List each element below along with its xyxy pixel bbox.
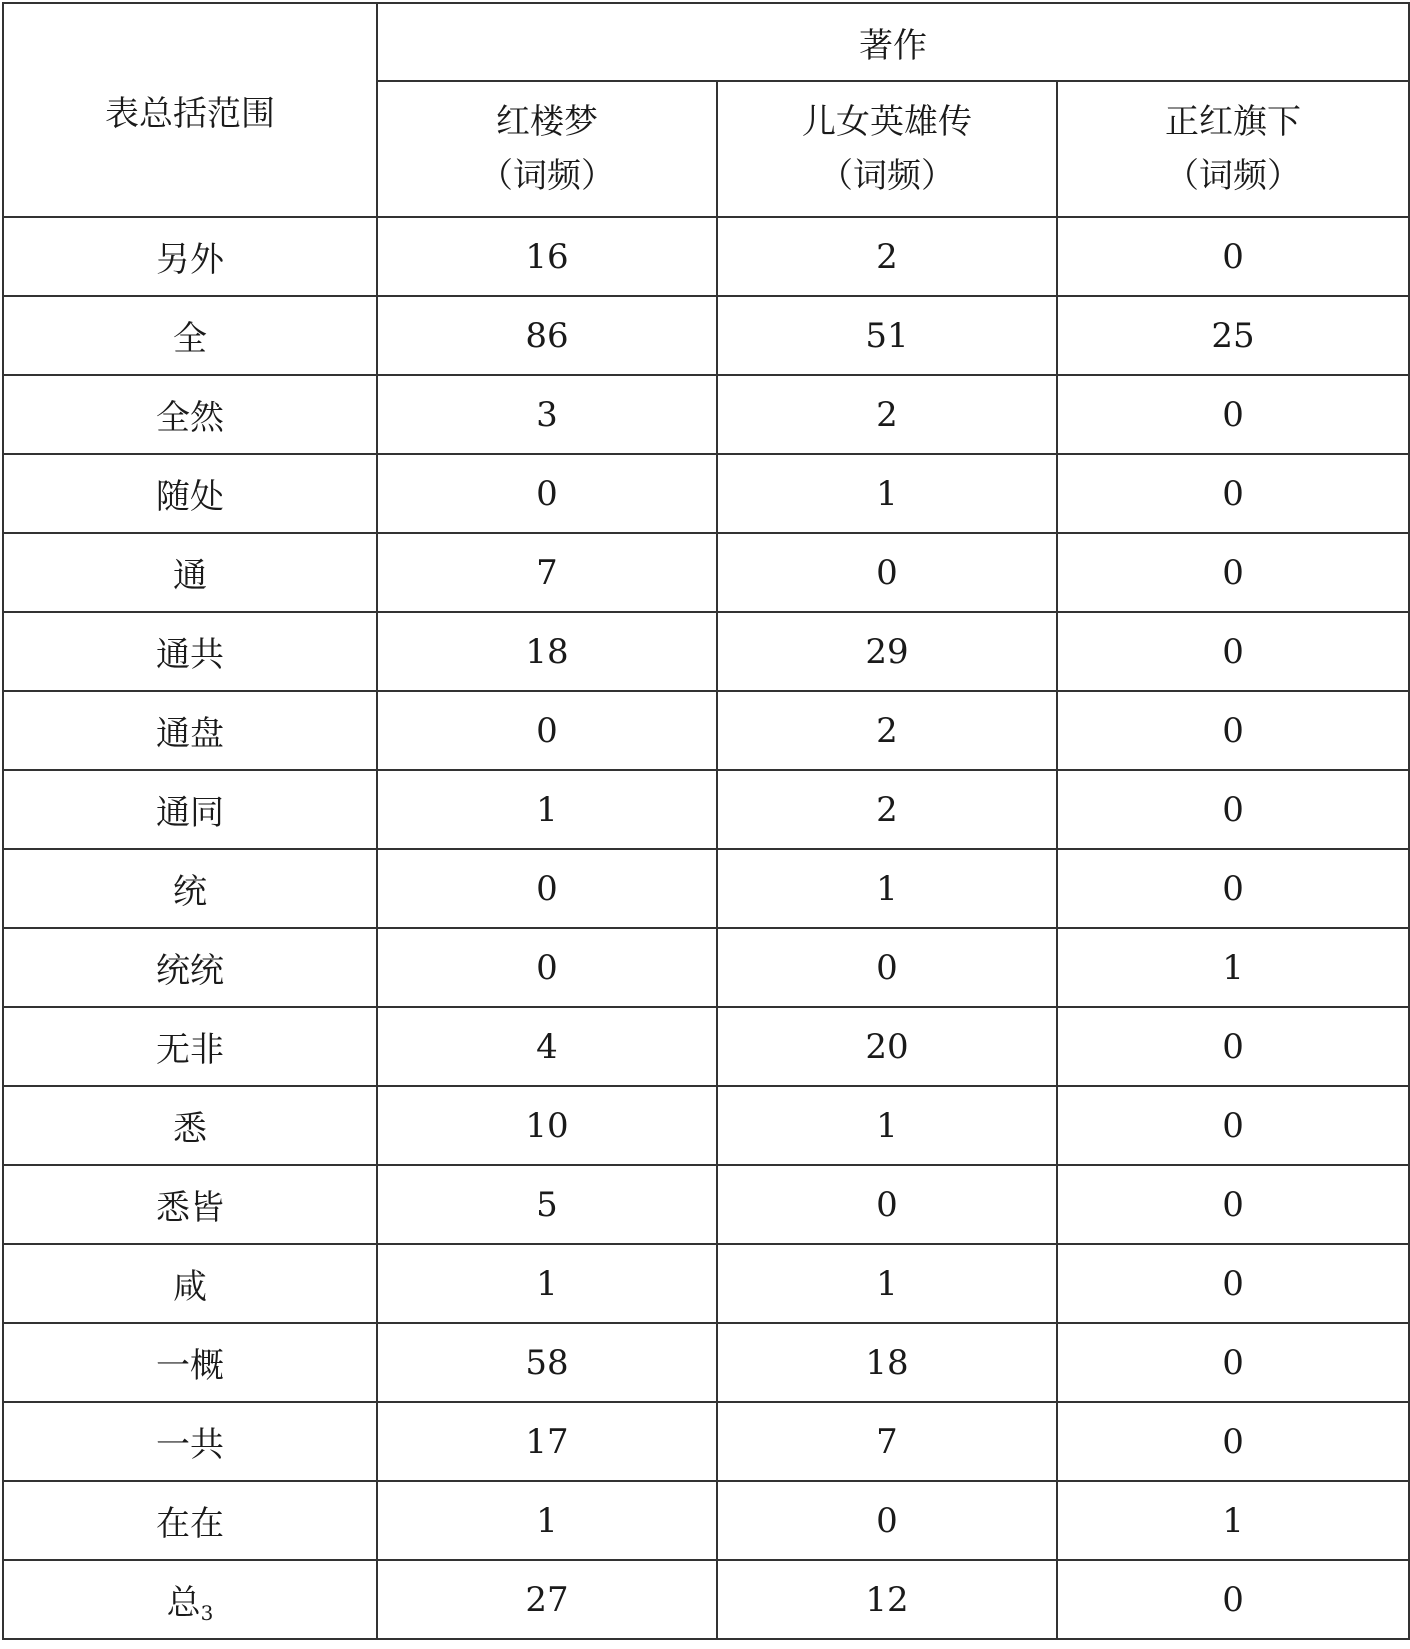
- word-text: 通同: [156, 793, 224, 833]
- frequency-cell: 0: [1057, 849, 1409, 928]
- word-text: 统统: [156, 951, 224, 991]
- table-row: [3, 533, 1409, 612]
- frequency-cell: 4: [377, 1007, 717, 1086]
- frequency-cell: 7: [377, 533, 717, 612]
- row-word: [3, 1402, 377, 1481]
- table-row: [3, 1323, 1409, 1402]
- table-row: [3, 770, 1409, 849]
- row-word: [3, 217, 377, 296]
- table-row: [3, 1086, 1409, 1165]
- row-word: [3, 1481, 377, 1560]
- column-header: [717, 81, 1057, 217]
- frequency-cell: 0: [1057, 375, 1409, 454]
- frequency-cell: 0: [717, 928, 1057, 1007]
- frequency-cell: 0: [1057, 1402, 1409, 1481]
- group-header: 著作: [377, 3, 1409, 81]
- frequency-cell: 27: [377, 1560, 717, 1639]
- table-row: [3, 217, 1409, 296]
- frequency-cell: 0: [1057, 1560, 1409, 1639]
- frequency-cell: 2: [717, 375, 1057, 454]
- word-text: 另外: [156, 240, 224, 280]
- frequency-cell: 0: [1057, 1323, 1409, 1402]
- frequency-cell: 3: [377, 375, 717, 454]
- frequency-cell: 0: [377, 928, 717, 1007]
- word-text: 全: [173, 319, 207, 359]
- word-text: 咸: [173, 1267, 207, 1307]
- table-row: [3, 375, 1409, 454]
- table-row: [3, 1481, 1409, 1560]
- row-word: [3, 770, 377, 849]
- frequency-cell: 2: [717, 217, 1057, 296]
- frequency-cell: 1: [717, 1086, 1057, 1165]
- row-word: [3, 296, 377, 375]
- frequency-cell: 1: [717, 849, 1057, 928]
- frequency-cell: 18: [717, 1323, 1057, 1402]
- frequency-cell: 20: [717, 1007, 1057, 1086]
- frequency-cell: 0: [1057, 533, 1409, 612]
- frequency-cell: 0: [1057, 691, 1409, 770]
- frequency-cell: 0: [717, 1481, 1057, 1560]
- column-header: [377, 81, 717, 217]
- frequency-cell: 86: [377, 296, 717, 375]
- frequency-cell: 1: [377, 770, 717, 849]
- table-row: [3, 849, 1409, 928]
- frequency-cell: 1: [717, 1244, 1057, 1323]
- frequency-cell: 16: [377, 217, 717, 296]
- row-word: [3, 1165, 377, 1244]
- frequency-cell: 0: [1057, 612, 1409, 691]
- word-text: 统: [173, 872, 207, 912]
- frequency-cell: 25: [1057, 296, 1409, 375]
- table-row: [3, 928, 1409, 1007]
- word-text: 无非: [156, 1030, 224, 1070]
- frequency-cell: 0: [377, 454, 717, 533]
- frequency-cell: 10: [377, 1086, 717, 1165]
- frequency-cell: 17: [377, 1402, 717, 1481]
- table-row: [3, 1165, 1409, 1244]
- row-word: [3, 1323, 377, 1402]
- frequency-cell: 1: [1057, 928, 1409, 1007]
- table-row: [3, 1244, 1409, 1323]
- frequency-cell: 0: [377, 691, 717, 770]
- column-unit: （词频）: [819, 156, 955, 196]
- frequency-cell: 58: [377, 1323, 717, 1402]
- frequency-cell: 12: [717, 1560, 1057, 1639]
- table-row: [3, 296, 1409, 375]
- column-unit: （词频）: [479, 156, 615, 196]
- word-text: 在在: [156, 1504, 224, 1544]
- table-body: [3, 217, 1409, 1639]
- column-title: 红楼梦: [496, 102, 598, 142]
- table-row: [3, 691, 1409, 770]
- row-word: [3, 612, 377, 691]
- frequency-cell: 1: [377, 1244, 717, 1323]
- row-word: [3, 691, 377, 770]
- word-text: 总: [166, 1582, 201, 1623]
- frequency-cell: 0: [1057, 1244, 1409, 1323]
- frequency-cell: 2: [717, 691, 1057, 770]
- frequency-cell: 0: [717, 1165, 1057, 1244]
- column-unit: （词频）: [1165, 156, 1301, 196]
- frequency-cell: 1: [377, 1481, 717, 1560]
- frequency-cell: 1: [1057, 1481, 1409, 1560]
- frequency-cell: 1: [717, 454, 1057, 533]
- word-text: 悉: [173, 1109, 207, 1149]
- word-text: 一概: [156, 1346, 224, 1386]
- frequency-cell: 0: [1057, 454, 1409, 533]
- frequency-cell: 0: [1057, 1007, 1409, 1086]
- column-title: 正红旗下: [1165, 102, 1301, 142]
- row-word: [3, 375, 377, 454]
- row-word: [3, 454, 377, 533]
- frequency-cell: 51: [717, 296, 1057, 375]
- row-word: [3, 1560, 377, 1639]
- frequency-cell: 0: [1057, 1086, 1409, 1165]
- word-text: 全然: [156, 398, 224, 438]
- table-row: [3, 612, 1409, 691]
- frequency-cell: 0: [1057, 770, 1409, 849]
- frequency-cell: 29: [717, 612, 1057, 691]
- row-word: [3, 1007, 377, 1086]
- frequency-cell: 18: [377, 612, 717, 691]
- row-word: [3, 1244, 377, 1323]
- frequency-cell: 0: [1057, 1165, 1409, 1244]
- table-row: [3, 1007, 1409, 1086]
- frequency-table: [2, 2, 1410, 1640]
- word-text: 通: [173, 556, 207, 596]
- frequency-cell: 0: [717, 533, 1057, 612]
- table-row: [3, 1402, 1409, 1481]
- column-header: [1057, 81, 1409, 217]
- word-text: 随处: [156, 477, 224, 517]
- frequency-cell: 2: [717, 770, 1057, 849]
- frequency-cell: 7: [717, 1402, 1057, 1481]
- frequency-cell: 5: [377, 1165, 717, 1244]
- word-text: 悉皆: [156, 1188, 224, 1228]
- word-text: 一共: [156, 1425, 224, 1465]
- table-row: [3, 1560, 1409, 1639]
- table-row: [3, 454, 1409, 533]
- row-word: [3, 1086, 377, 1165]
- corner-header: 表总括范围: [3, 3, 377, 217]
- row-word: [3, 849, 377, 928]
- row-word: [3, 928, 377, 1007]
- row-word: [3, 533, 377, 612]
- frequency-cell: 0: [1057, 217, 1409, 296]
- column-title: 儿女英雄传: [802, 102, 972, 142]
- word-subscript: 3: [200, 1600, 214, 1625]
- word-text: 通共: [156, 635, 224, 675]
- frequency-cell: 0: [377, 849, 717, 928]
- word-text: 通盘: [156, 714, 224, 754]
